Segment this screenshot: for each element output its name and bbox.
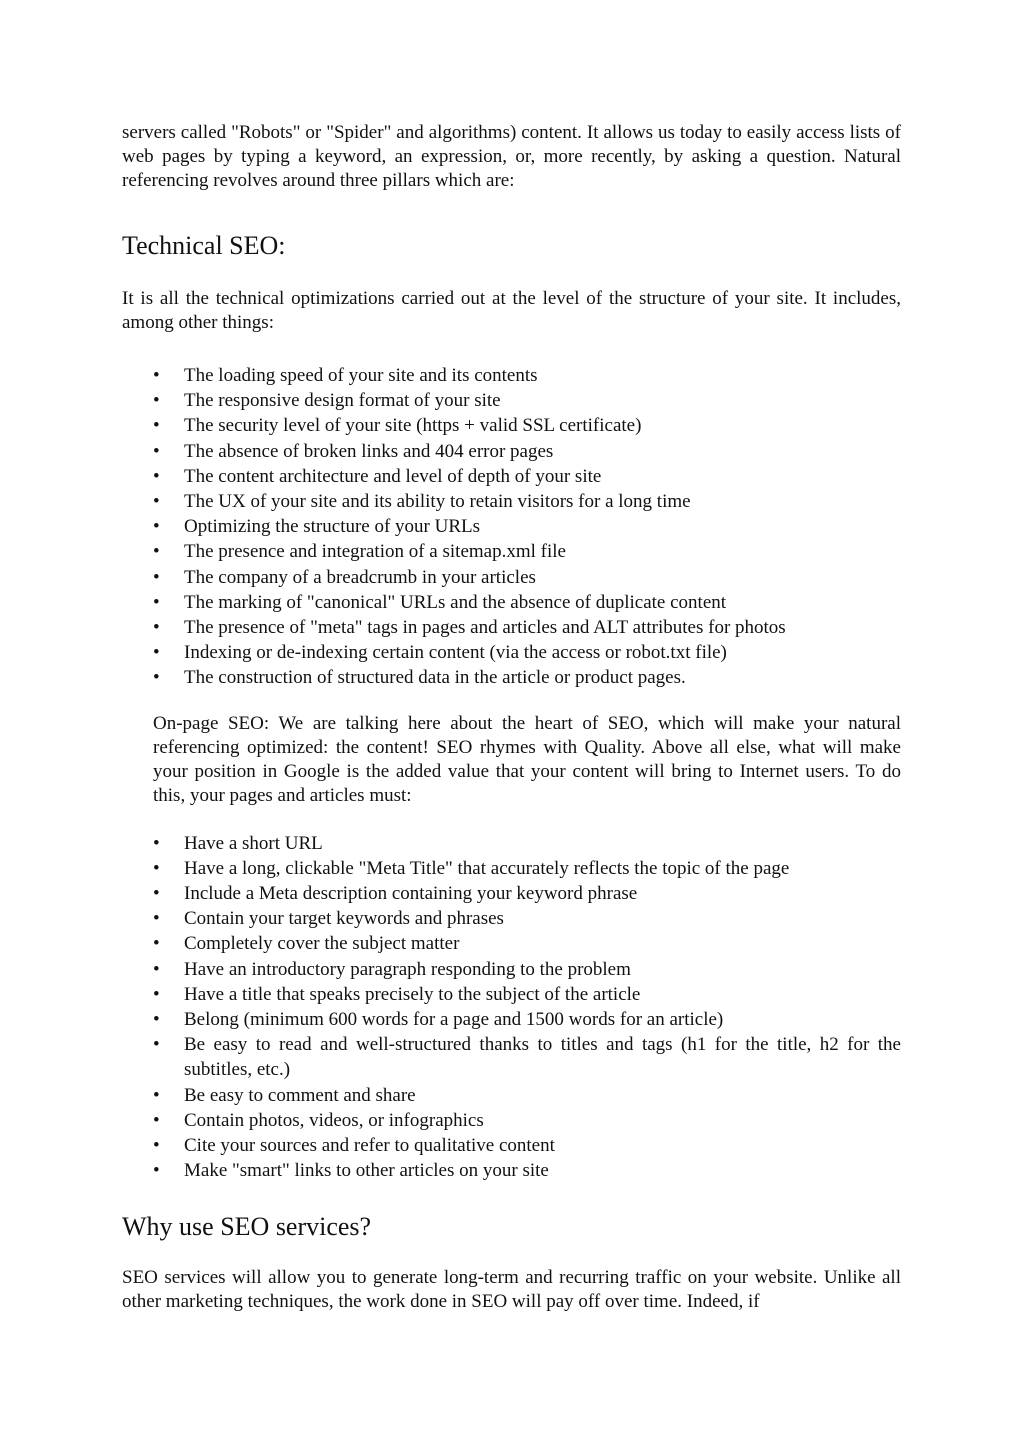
list-item: • Belong (minimum 600 words for a page and 1500 words for an article) [122,1007,901,1032]
list-item: • Have a long, clickable "Meta Title" that accurately reflects the topic of the page [122,856,901,881]
list-item: • The security level of your site (https + valid SSL certificate) [122,413,901,438]
list-item: • Contain photos, videos, or infographics [122,1108,901,1133]
list-item: • Have a title that speaks precisely to the subject of the article [122,982,901,1007]
list-item: • The content architecture and level of depth of your site [122,464,901,489]
list-item: • Be easy to comment and share [122,1083,901,1108]
intro-paragraph: servers called "Robots" or "Spider" and algorithms) content. It allows us today to easily access lists of web pages by typing a keyword, an expression, or, more recently, by asking a question. Natural referencing revolves around three pillars which are: [122,122,901,191]
technical-seo-description: It is all the technical optimizations carried out at the level of the structure of your site. It includes, among other things: [122,288,901,333]
list-item: • The marking of "canonical" URLs and the absence of duplicate content [122,590,901,615]
why-seo-heading: Why use SEO services? [122,1212,372,1242]
document-page [122,121,901,1314]
list-item: • The construction of structured data in the article or product pages. [122,665,901,690]
list-item: • Completely cover the subject matter [122,931,901,956]
list-item: • Indexing or de-indexing certain content (via the access or robot.txt file) [122,640,901,665]
onpage-seo-paragraph: On-page SEO: We are talking here about the heart of SEO, which will make your natural referencing optimized: the content! SEO rhymes with Quality. Above all else, what will make your position in Google is the added value that your content will bring to Internet users. To do this, your pages and articles must: [153,712,901,806]
list-item: • The loading speed of your site and its contents [122,363,901,388]
technical-seo-heading: Technical SEO: [122,231,286,260]
list-item: • Optimizing the structure of your URLs [122,514,901,539]
list-item: • Include a Meta description containing your keyword phrase [122,881,901,906]
technical-seo-list [122,363,901,691]
list-item: • The UX of your site and its ability to retain visitors for a long time [122,489,901,514]
list-item: • The company of a breadcrumb in your articles [122,565,901,590]
list-item: • Have a short URL [122,831,901,856]
list-item: • The presence of "meta" tags in pages and articles and ALT attributes for photos [122,615,901,640]
list-item: • Have an introductory paragraph responding to the problem [122,957,901,982]
list-item: • Cite your sources and refer to qualitative content [122,1133,901,1158]
list-item: • The presence and integration of a sitemap.xml file [122,539,901,564]
list-item: • Contain your target keywords and phrases [122,906,901,931]
list-item: • The absence of broken links and 404 error pages [122,439,901,464]
why-seo-paragraph: SEO services will allow you to generate long-term and recurring traffic on your website. Unlike all other marketing techniques, the work done in SEO will pay off over time. Indeed, if [122,1267,901,1313]
list-item: • The responsive design format of your site [122,388,901,413]
onpage-seo-list [122,831,901,1184]
list-item: • Be easy to read and well-structured thanks to titles and tags (h1 for the title, h2 for the subtitles, etc.) [122,1032,901,1082]
list-item: • Make "smart" links to other articles on your site [122,1158,901,1183]
